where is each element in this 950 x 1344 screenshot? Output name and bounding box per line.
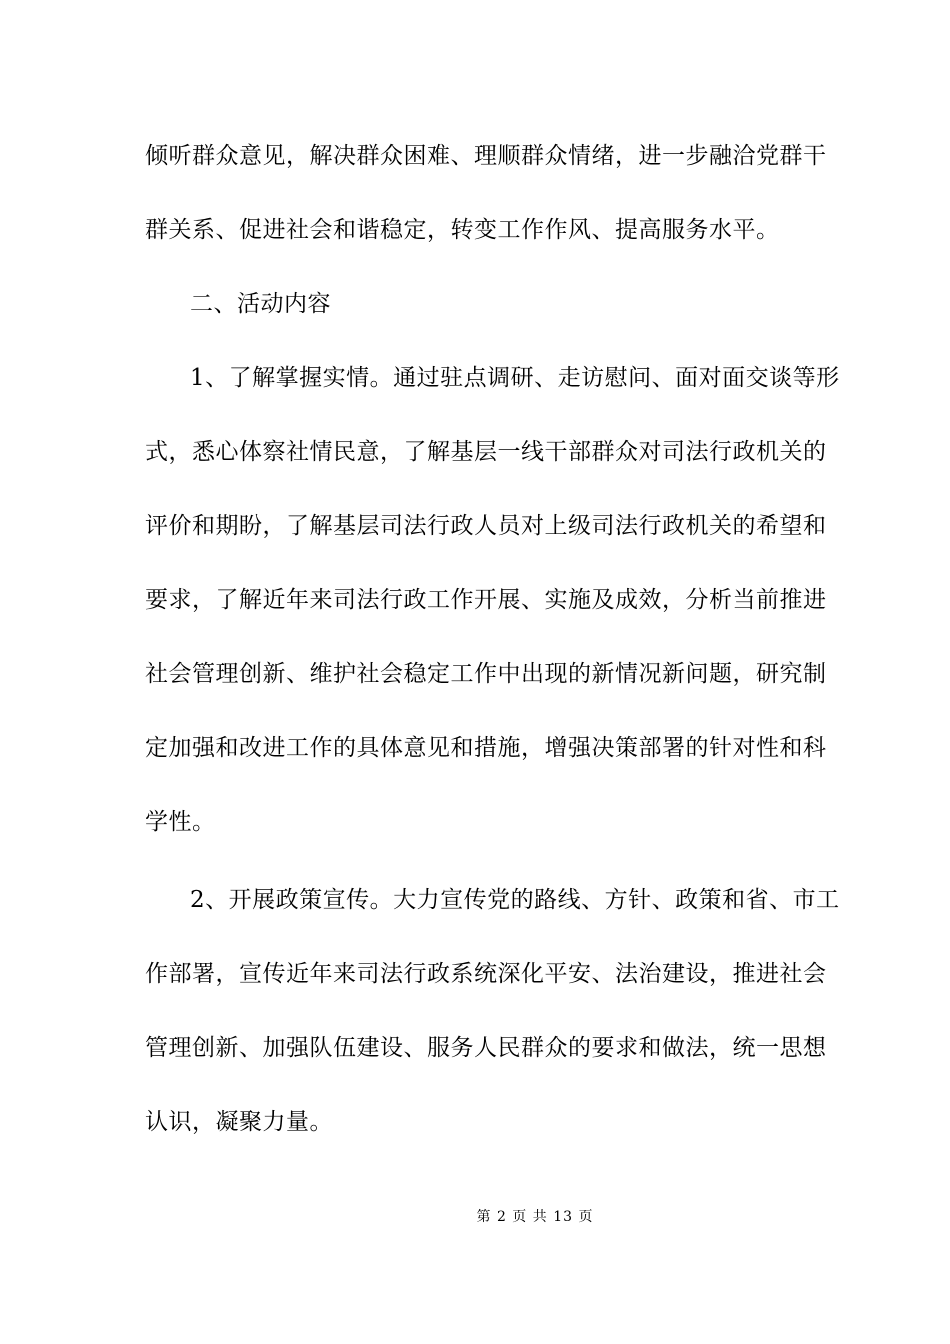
paragraph-line: 倾听群众意见，解决群众困难、理顺群众情绪，进一步融洽党群干 [145,143,827,169]
paragraph-line: 学性。 [145,809,216,835]
paragraph-line: 要求，了解近年来司法行政工作开展、实施及成效，分析当前推进 [145,587,827,613]
paragraph-line: 管理创新、加强队伍建设、服务人民群众的要求和做法，统一思想 [145,1035,827,1061]
paragraph-line: 式，悉心体察社情民意，了解基层一线干部群众对司法行政机关的 [145,439,827,465]
paragraph-line: 作部署，宣传近年来司法行政系统深化平安、法治建设，推进社会 [145,961,827,987]
paragraph-line: 1、了解掌握实情。通过驻点调研、走访慰问、面对面交谈等形 [190,365,840,391]
paragraph-line: 定加强和改进工作的具体意见和措施，增强决策部署的针对性和科 [145,735,827,761]
paragraph-line: 社会管理创新、维护社会稳定工作中出现的新情况新问题，研究制 [145,661,827,687]
page-number-footer: 第 2 页 共 13 页 [476,1209,594,1225]
paragraph-line: 群关系、促进社会和谐稳定，转变工作作风、提高服务水平。 [145,217,780,243]
paragraph-line: 认识，凝聚力量。 [145,1109,333,1135]
paragraph-line: 评价和期盼，了解基层司法行政人员对上级司法行政机关的希望和 [145,513,827,539]
paragraph-line: 2、开展政策宣传。大力宣传党的路线、方针、政策和省、市工 [190,887,840,913]
section-heading: 二、活动内容 [190,291,331,317]
